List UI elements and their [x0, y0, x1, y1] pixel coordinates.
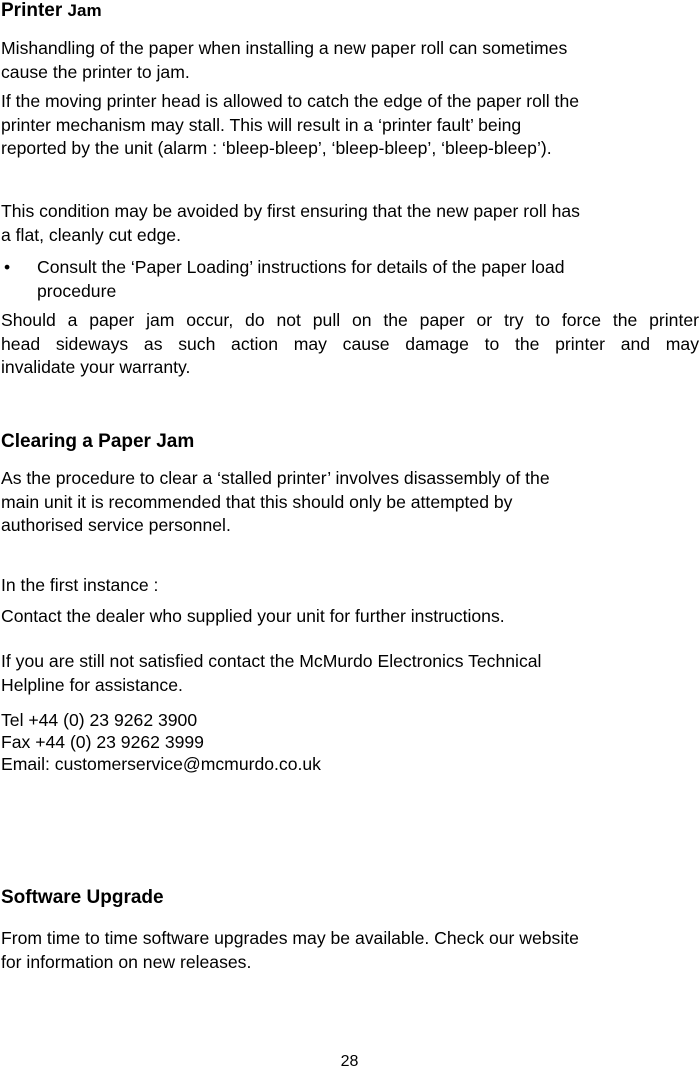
printer-jam-paragraph-2: [1, 90, 691, 161]
printer-jam-heading-main: Printer: [1, 0, 68, 21]
printer-jam-heading: [1, 0, 691, 23]
text-line: procedure: [37, 280, 117, 301]
text-line: As the procedure to clear a ‘stalled printer’ involves disassembly of the: [1, 468, 550, 488]
text-line: reported by the unit (alarm : ‘bleep-bleep’, ‘bleep-bleep’, ‘bleep-bleep’).: [1, 138, 552, 158]
contact-details: [1, 709, 691, 775]
text-line: Mishandling of the paper when installing a new paper roll can sometimes: [1, 38, 568, 58]
text-line: for information on new releases.: [1, 951, 252, 972]
clearing-paragraph-3: Contact the dealer who supplied your unit for further instructions.: [1, 606, 505, 626]
text-line: If you are still not satisfied contact the McMurdo Electronics Technical: [1, 651, 542, 671]
text-line: authorised service personnel.: [1, 515, 231, 535]
text-line: invalidate your warranty.: [1, 357, 191, 377]
text-line: printer mechanism may stall. This will result in a ‘printer fault’ being: [1, 114, 522, 135]
contact-email: Email: customerservice@mcmurdo.co.uk: [1, 754, 321, 774]
text-line: Should a paper jam occur, do not pull on the paper or try to force the printer: [1, 310, 699, 330]
text-line: Consult the ‘Paper Loading’ instructions for details of the paper load: [37, 257, 565, 277]
clearing-paragraph-2: In the first instance :: [1, 575, 159, 595]
bullet-text: [37, 256, 565, 303]
software-paragraph-1: [1, 927, 691, 974]
text-line: a flat, cleanly cut edge.: [1, 224, 181, 245]
bullet-icon: •: [4, 257, 11, 277]
text-line: cause the printer to jam.: [1, 61, 190, 82]
printer-jam-heading-tail: Jam: [67, 1, 102, 20]
printer-jam-paragraph-4: [1, 309, 699, 380]
contact-phone: Tel +44 (0) 23 9262 3900: [1, 710, 198, 730]
text-line: Helpline for assistance.: [1, 674, 183, 695]
clearing-heading: Clearing a Paper Jam: [1, 431, 195, 452]
clearing-paragraph-1: [1, 467, 691, 538]
software-heading: Software Upgrade: [1, 887, 164, 908]
printer-jam-paragraph-1: [1, 37, 691, 84]
text-line: From time to time software upgrades may be available. Check our website: [1, 928, 579, 948]
text-line: This condition may be avoided by first ensuring that the new paper roll has: [1, 201, 580, 221]
clearing-paragraph-4: [1, 650, 691, 697]
text-line: If the moving printer head is allowed to catch the edge of the paper roll the: [1, 91, 580, 111]
page-number: 28: [340, 1053, 359, 1070]
contact-fax: Fax +44 (0) 23 9262 3999: [1, 732, 204, 752]
printer-jam-paragraph-3: [1, 200, 691, 247]
text-line: main unit it is recommended that this should only be attempted by: [1, 491, 513, 512]
text-line: head sideways as such action may cause damage to the printer and may: [1, 333, 699, 354]
